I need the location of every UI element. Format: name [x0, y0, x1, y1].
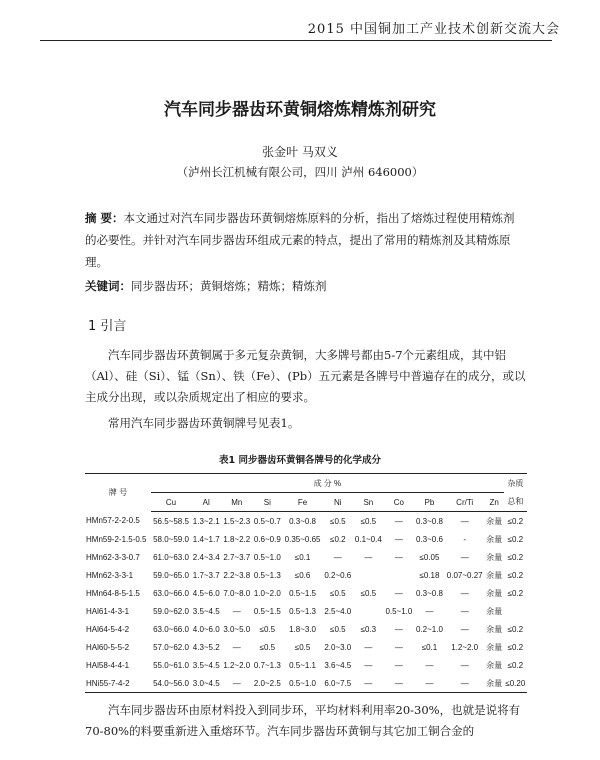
- table-caption: 表1 同步器齿环黄铜各牌号的化学成分: [219, 455, 381, 466]
- value-cell: —: [394, 624, 403, 634]
- value-cell: 余量: [486, 588, 503, 598]
- value-cell: —: [460, 660, 469, 670]
- value-cell: 1.0~2.0: [253, 588, 281, 598]
- value-cell: 55.0~61.0: [153, 660, 189, 670]
- value-cell: 1.8~2.2: [223, 534, 251, 544]
- value-cell: 3.0~4.5: [191, 674, 222, 693]
- value-cell: —: [460, 516, 469, 526]
- value-cell: 余量: [486, 516, 503, 526]
- value-cell: ≤0.5: [294, 642, 311, 652]
- paragraph-1: 汽车同步器齿环黄铜属于多元复杂黄铜，大多牌号都由5-7个元素组成，其中铝（Al）、硅（Si）、锰（Sn）、铁（Fe）、(Pb）五元素是各牌号中普遍存在的成分，或以主成分出现，或以杂质规定出了相应的要求。: [85, 348, 526, 404]
- paper-title: 汽车同步器齿环黄铜熔炼精炼剂研究: [164, 100, 436, 120]
- value-cell: ≤0.6: [294, 570, 311, 580]
- value-cell: —: [425, 660, 434, 670]
- value-cell: 0.5~1.0: [385, 606, 413, 616]
- value-cell: 余量: [486, 534, 503, 544]
- value-cell: 63.0~66.0: [153, 624, 189, 634]
- abstract-label: 摘 要：: [85, 211, 124, 225]
- value-cell: 57.0~62.0: [153, 642, 189, 652]
- value-cell: —: [222, 674, 253, 693]
- value-cell: 余量: [486, 552, 503, 562]
- value-cell: 0.5~1.3: [289, 606, 317, 616]
- grade-cell: HMn57-2-2-0.5: [86, 516, 140, 526]
- value-cell: —: [394, 588, 403, 598]
- value-cell: 0.5~1.5: [253, 606, 281, 616]
- column-header: Si: [252, 493, 283, 512]
- value-cell: 58.0~59.0: [153, 534, 189, 544]
- grade-cell: HNi55-7-4-2: [85, 674, 151, 693]
- value-cell: 余量: [486, 570, 503, 580]
- keywords: [85, 278, 525, 294]
- value-cell: 2.7~3.7: [223, 552, 251, 562]
- composition-header: 成 分 %: [151, 474, 504, 493]
- table-row: [85, 584, 527, 602]
- abstract-text: 本文通过对汽车同步器齿环黄铜熔炼原料的分析，指出了熔炼过程使用精炼剂的必要性。并针对汽车同步器齿环组成元素的特点，提出了常用的精炼剂及其精炼原理。: [85, 211, 515, 269]
- value-cell: ≤0.2: [507, 642, 524, 652]
- value-cell: 2.2~3.8: [223, 570, 251, 580]
- table-row: [85, 602, 527, 620]
- value-cell: 2.4~3.4: [192, 552, 220, 562]
- value-cell: —: [364, 642, 373, 652]
- value-cell: [353, 566, 384, 584]
- value-cell: ≤0.5: [330, 516, 346, 526]
- value-cell: ≤0.2: [330, 534, 346, 544]
- column-header: Cu: [151, 493, 191, 512]
- value-cell: 0.5~1.3: [253, 570, 281, 580]
- authors: 张金叶 马双义: [262, 145, 338, 159]
- composition-table: [85, 473, 527, 693]
- value-cell: —: [445, 674, 485, 693]
- value-cell: 0.6~0.9: [253, 534, 281, 544]
- value-cell: 0.3~0.8: [415, 516, 443, 526]
- value-cell: 0.3~0.8: [415, 588, 443, 598]
- abstract: [85, 207, 525, 273]
- grade-cell: HMn59-2-1.5-0.5: [86, 534, 147, 544]
- column-header: Co: [384, 493, 415, 512]
- value-cell: 54.0~56.0: [151, 674, 191, 693]
- value-cell: ≤0.2: [507, 570, 524, 580]
- value-cell: 3.5~4.5: [192, 606, 220, 616]
- value-cell: —: [394, 660, 403, 670]
- column-header: Pb: [414, 493, 445, 512]
- table-row: [85, 620, 527, 638]
- column-header: 总和: [504, 493, 527, 512]
- value-cell: 2.0~2.5: [252, 674, 283, 693]
- value-cell: 0.2~1.0: [415, 624, 443, 634]
- value-cell: 1.2~2.0: [223, 660, 251, 670]
- column-header: Zn: [485, 493, 504, 512]
- value-cell: ≤0.2: [507, 534, 524, 544]
- impurity-header: 杂质: [504, 474, 527, 493]
- value-cell: 3.5~4.5: [192, 660, 220, 670]
- grade-cell: HMn62-3-3-0.7: [86, 552, 140, 562]
- value-cell: ≤0.20: [504, 674, 527, 693]
- value-cell: 3.0~5.0: [223, 624, 251, 634]
- keywords-text: 同步器齿环；黄铜熔炼；精炼；精炼剂: [131, 279, 327, 293]
- column-header: Mn: [222, 493, 253, 512]
- value-cell: 1.2~2.0: [451, 642, 479, 652]
- value-cell: —: [394, 552, 403, 562]
- column-header: Al: [191, 493, 222, 512]
- value-cell: 0.5~1.0: [283, 674, 323, 693]
- grade-cell: HAl58-4-4-1: [86, 660, 130, 670]
- value-cell: ≤0.2: [507, 624, 524, 634]
- value-cell: 56.5~58.5: [153, 516, 189, 526]
- value-cell: —: [353, 674, 384, 693]
- table-row: [85, 512, 527, 531]
- section-heading: 1 引言: [88, 319, 127, 334]
- value-cell: ≤0.5: [330, 588, 346, 598]
- value-cell: —: [460, 606, 469, 616]
- value-cell: ≤0.1: [294, 552, 311, 562]
- value-cell: —: [333, 552, 342, 562]
- value-cell: —: [460, 552, 469, 562]
- grade-cell: HMn62-3-3-1: [86, 570, 134, 580]
- grade-cell: HAl64-5-4-2: [86, 624, 130, 634]
- value-cell: 7.0~8.0: [223, 588, 251, 598]
- value-cell: ≤0.2: [507, 552, 524, 562]
- value-cell: ≤0.18: [419, 570, 440, 580]
- value-cell: 余量: [486, 624, 503, 634]
- value-cell: ≤0.5: [259, 624, 276, 634]
- table-row: [85, 566, 527, 584]
- value-cell: 61.0~63.0: [153, 552, 189, 562]
- value-cell: 0.3~0.8: [289, 516, 317, 526]
- value-cell: —: [394, 534, 403, 544]
- value-cell: —: [460, 624, 469, 634]
- value-cell: 4.3~5.2: [192, 642, 220, 652]
- value-cell: ≤0.2: [507, 660, 524, 670]
- value-cell: 0.5~1.5: [289, 588, 317, 598]
- value-cell: 2.0~3.0: [324, 642, 352, 652]
- grade-header: 牌 号: [85, 474, 151, 512]
- value-cell: —: [425, 606, 434, 616]
- keywords-label: 关键词：: [85, 279, 131, 293]
- value-cell: 63.0~66.0: [153, 588, 189, 598]
- value-cell: 0.7~1.3: [253, 660, 281, 670]
- value-cell: [353, 602, 384, 620]
- value-cell: 0.35~0.65: [284, 534, 321, 544]
- value-cell: 4.0~6.0: [192, 624, 220, 634]
- header-rule: [40, 40, 552, 41]
- value-cell: 3.6~4.5: [324, 660, 352, 670]
- value-cell: —: [364, 660, 373, 670]
- value-cell: 1.5~2.3: [223, 516, 251, 526]
- value-cell: 0.5~1.1: [289, 660, 317, 670]
- table-row: [85, 656, 527, 674]
- value-cell: —: [394, 642, 403, 652]
- value-cell: —: [232, 606, 241, 616]
- value-cell: 6.0~7.5: [323, 674, 354, 693]
- value-cell: ≤0.5: [259, 642, 276, 652]
- value-cell: 余量: [486, 660, 503, 670]
- value-cell: 59.0~62.0: [153, 606, 189, 616]
- column-header: Sn: [353, 493, 384, 512]
- value-cell: —: [384, 674, 415, 693]
- value-cell: 1.8~3.0: [289, 624, 317, 634]
- paragraph-3: 汽车同步器齿环由原材料投入到同步环，平均材料利用率20-30%，也就是说将有70-80%的料要重新进入重熔环节。汽车同步器齿环黄铜与其它加工铜合金的: [85, 703, 521, 738]
- paragraph-2: 常用汽车同步器齿环黄铜牌号见表1。: [108, 416, 300, 430]
- value-cell: ≤0.05: [419, 552, 440, 562]
- value-cell: ≤0.1: [421, 642, 438, 652]
- value-cell: 0.5~0.7: [253, 516, 281, 526]
- value-cell: ≤0.2: [507, 588, 524, 598]
- value-cell: 余量: [486, 642, 503, 652]
- value-cell: 2.5~4.0: [324, 606, 352, 616]
- affiliation: （泸州长江机械有限公司，四川 泸州 646000）: [176, 165, 424, 179]
- column-header: Cr/Ti: [445, 493, 485, 512]
- value-cell: 0.1~0.4: [354, 534, 382, 544]
- value-cell: ≤0.5: [360, 516, 377, 526]
- value-cell: [504, 602, 527, 620]
- value-cell: —: [364, 552, 373, 562]
- value-cell: ≤0.3: [360, 624, 377, 634]
- table-row: [85, 674, 527, 693]
- value-cell: —: [232, 642, 241, 652]
- table-row: [85, 638, 527, 656]
- grade-cell: HAl61-4-3-1: [86, 606, 130, 616]
- value-cell: 1.4~1.7: [192, 534, 220, 544]
- value-cell: 0.3~0.6: [415, 534, 443, 544]
- value-cell: [384, 566, 415, 584]
- value-cell: 1.7~3.7: [192, 570, 220, 580]
- grade-cell: HMn64-8-5-1.5: [86, 588, 140, 598]
- grade-cell: HAl60-5-5-2: [86, 642, 130, 652]
- table-row: [85, 548, 527, 566]
- value-cell: -: [463, 534, 467, 544]
- value-cell: 0.2~0.6: [324, 570, 352, 580]
- value-cell: ≤0.2: [507, 516, 524, 526]
- value-cell: 1.3~2.1: [192, 516, 220, 526]
- value-cell: 0.07~0.27: [446, 570, 483, 580]
- value-cell: 余量: [486, 606, 503, 616]
- value-cell: —: [460, 588, 469, 598]
- value-cell: —: [414, 674, 445, 693]
- value-cell: 4.5~6.0: [192, 588, 220, 598]
- value-cell: 59.0~65.0: [153, 570, 189, 580]
- table-row: [85, 530, 527, 548]
- column-header: Fe: [283, 493, 323, 512]
- value-cell: —: [394, 516, 403, 526]
- column-header: Ni: [323, 493, 354, 512]
- value-cell: 余量: [485, 674, 504, 693]
- value-cell: 0.5~1.0: [253, 552, 281, 562]
- value-cell: ≤0.5: [360, 588, 377, 598]
- value-cell: ≤0.5: [330, 624, 346, 634]
- running-head: 2015 中国铜加工产业技术创新交流大会: [307, 22, 560, 37]
